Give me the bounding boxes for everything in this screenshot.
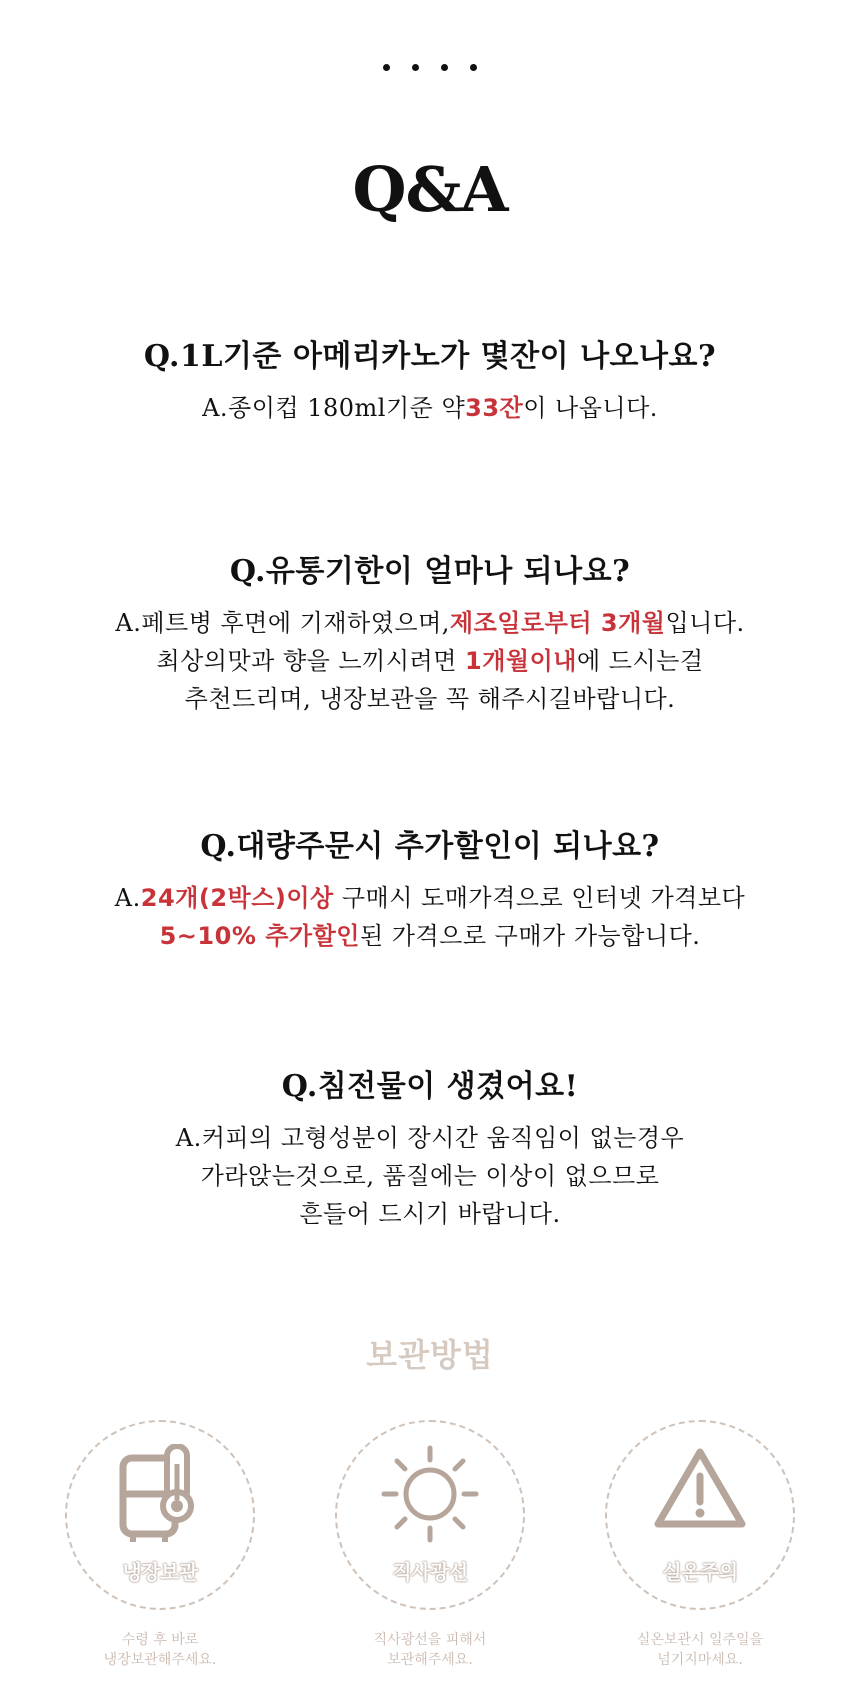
storage-methods	[0, 1420, 860, 1690]
answer-segment: 구매시 도매가격으로 인터넷 가격보다	[333, 884, 746, 912]
refrigerator-thermometer-icon	[115, 1444, 205, 1544]
answer-segment: 에 드시는걸	[576, 647, 704, 675]
answer-line	[0, 1119, 860, 1157]
answer-line	[0, 680, 860, 718]
sun-icon	[380, 1444, 480, 1544]
answer-segment: 이 나옵니다.	[523, 394, 658, 422]
storage-circle	[65, 1420, 255, 1610]
storage-item-sunlight	[335, 1420, 525, 1670]
page-title: Q&A	[352, 153, 508, 226]
storage-circle	[335, 1420, 525, 1610]
answer-line	[0, 917, 860, 955]
answer-segment: A.	[114, 884, 141, 912]
dot	[383, 64, 390, 71]
answer-segment: 가라앉는것으로, 품질에는 이상이 없으므로	[200, 1162, 660, 1190]
answer-line	[0, 879, 860, 917]
storage-label: 냉장보관	[122, 1560, 198, 1584]
answer-highlight: 5~10% 추가할인	[159, 922, 360, 950]
storage-label: 직사광선	[392, 1560, 468, 1584]
storage-title: 보관방법	[366, 1336, 494, 1374]
warning-triangle-icon	[650, 1444, 750, 1534]
qa-item	[0, 825, 860, 955]
answer-text	[0, 1119, 860, 1233]
storage-item-room-temperature	[605, 1420, 795, 1670]
dot	[441, 64, 448, 71]
question-text: Q.침전물이 생겼어요!	[281, 1069, 579, 1104]
qa-item	[0, 550, 860, 718]
answer-highlight: 24개(2박스)이상	[140, 884, 334, 912]
answer-segment: A.커피의 고형성분이 장시간 움직임이 없는경우	[175, 1124, 685, 1152]
qa-item	[0, 335, 860, 427]
description-line: 넘기지마세요.	[657, 1652, 743, 1668]
answer-line	[0, 642, 860, 680]
description-line: 실온보관시 일주일을	[636, 1632, 764, 1648]
storage-description	[335, 1630, 525, 1670]
answer-line	[0, 604, 860, 642]
question-text: Q.유통기한이 얼마나 되나요?	[229, 554, 631, 589]
question-text: Q.대량주문시 추가할인이 되나요?	[200, 829, 660, 864]
decorative-dots	[0, 64, 860, 71]
storage-circle	[605, 1420, 795, 1610]
answer-segment: 된 가격으로 구매가 가능합니다.	[359, 922, 701, 950]
answer-highlight: 33잔	[465, 394, 524, 422]
answer-text	[0, 389, 860, 427]
answer-line	[0, 1195, 860, 1233]
answer-text	[0, 879, 860, 955]
answer-segment: 입니다.	[665, 609, 745, 637]
answer-line	[0, 389, 860, 427]
answer-line	[0, 1157, 860, 1195]
description-line: 직사광선을 피해서	[373, 1632, 487, 1648]
answer-highlight: 1개월이내	[465, 647, 577, 675]
storage-description	[605, 1630, 795, 1670]
answer-segment: A.종이컵 180ml기준 약	[202, 394, 466, 422]
answer-segment: A.페트병 후면에 기재하였으며,	[115, 609, 450, 637]
description-line: 보관해주세요.	[387, 1652, 473, 1668]
storage-label: 실온주의	[662, 1560, 738, 1584]
answer-segment: 추천드리며, 냉장보관을 꼭 해주시길바랍니다.	[184, 685, 676, 713]
question-text: Q.1L기준 아메리카노가 몇잔이 나오나요?	[143, 339, 717, 374]
answer-highlight: 제조일로부터 3개월	[449, 609, 666, 637]
storage-item-refrigerate	[65, 1420, 255, 1670]
dot	[470, 64, 477, 71]
storage-description	[65, 1630, 255, 1670]
description-line: 냉장보관해주세요.	[103, 1652, 217, 1668]
answer-text	[0, 604, 860, 718]
description-line: 수령 후 바로	[121, 1632, 199, 1648]
dot	[412, 64, 419, 71]
answer-segment: 최상의맛과 향을 느끼시려면	[156, 647, 466, 675]
qa-item	[0, 1065, 860, 1233]
answer-segment: 흔들어 드시기 바랍니다.	[299, 1200, 561, 1228]
